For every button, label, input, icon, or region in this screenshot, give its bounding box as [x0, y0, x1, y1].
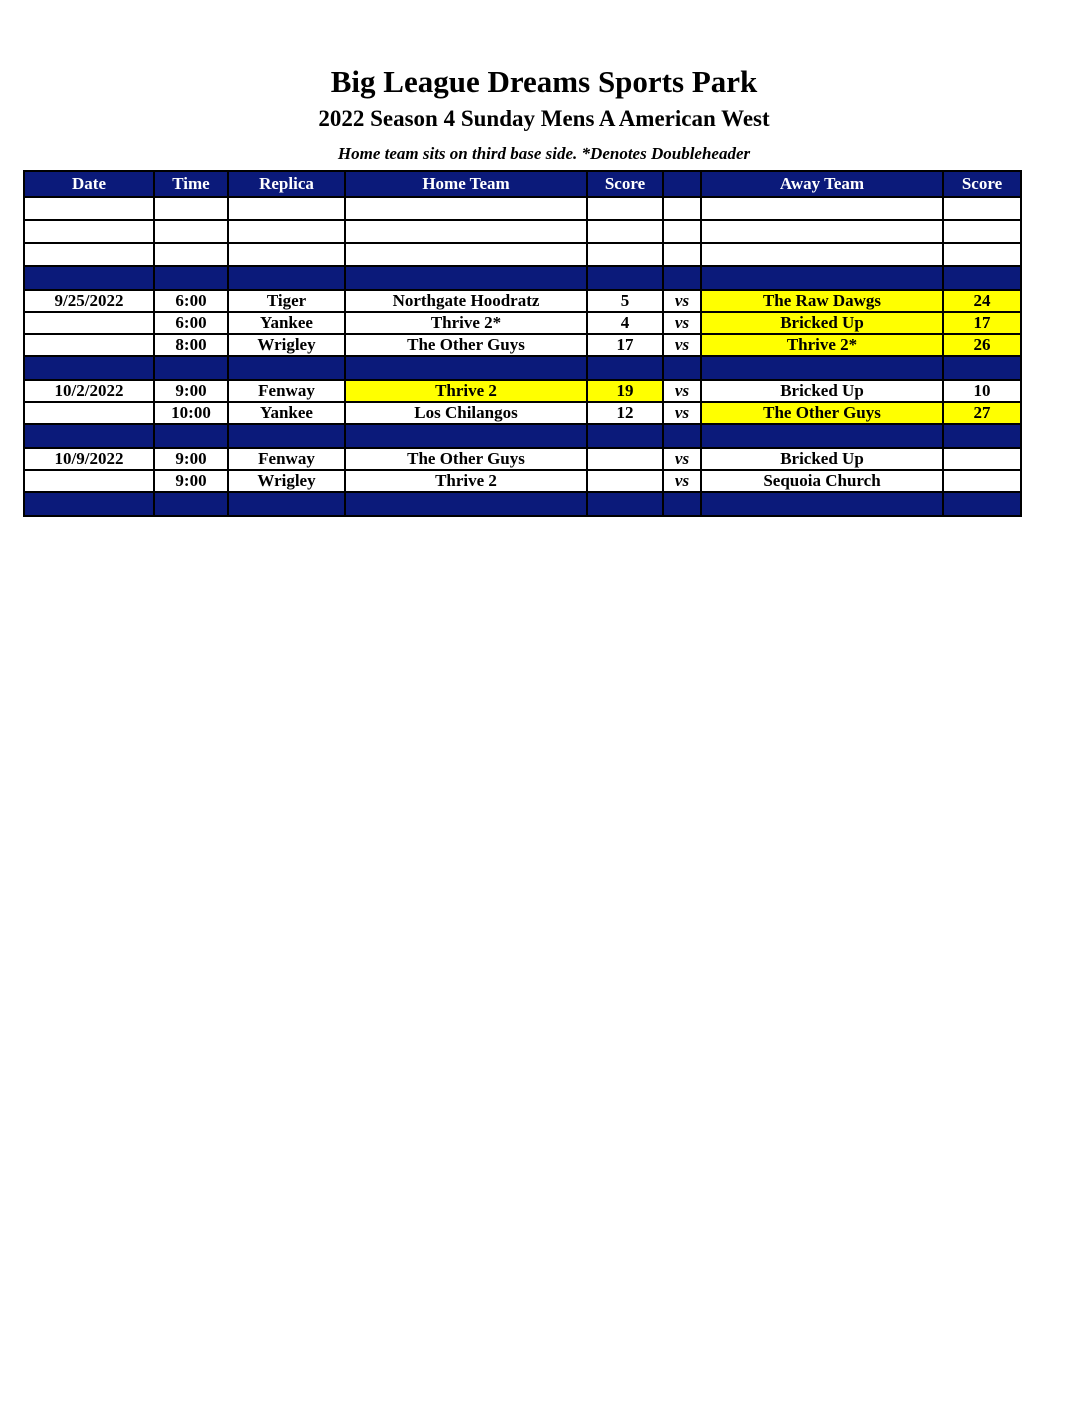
home-score — [587, 448, 663, 470]
home-team: Thrive 2* — [345, 312, 587, 334]
column-header-away-score: Score — [943, 171, 1021, 197]
game-date: 10/9/2022 — [24, 448, 154, 470]
game-field: Wrigley — [228, 470, 345, 492]
column-header-away-team: Away Team — [701, 171, 943, 197]
home-score: 19 — [587, 380, 663, 402]
week-separator-row — [24, 266, 1021, 290]
away-team: Bricked Up — [701, 448, 943, 470]
home-score — [587, 470, 663, 492]
game-row — [24, 380, 1021, 402]
away-team: Sequoia Church — [701, 470, 943, 492]
away-team: Bricked Up — [701, 380, 943, 402]
game-date: 10/2/2022 — [24, 380, 154, 402]
column-header-vs — [663, 171, 701, 197]
game-time: 9:00 — [154, 380, 228, 402]
game-date: 9/25/2022 — [24, 290, 154, 312]
week-separator-row — [24, 424, 1021, 448]
game-field: Fenway — [228, 380, 345, 402]
game-row — [24, 402, 1021, 424]
home-team: Los Chilangos — [345, 402, 587, 424]
vs-label: vs — [663, 380, 701, 402]
game-row — [24, 334, 1021, 356]
game-time: 8:00 — [154, 334, 228, 356]
schedule-table — [23, 170, 1022, 517]
away-team: Thrive 2* — [701, 334, 943, 356]
column-header-row — [24, 171, 1021, 197]
game-time: 10:00 — [154, 402, 228, 424]
home-score: 5 — [587, 290, 663, 312]
vs-label: vs — [663, 312, 701, 334]
away-team: The Other Guys — [701, 402, 943, 424]
game-time: 9:00 — [154, 448, 228, 470]
vs-label: vs — [663, 402, 701, 424]
home-team: Northgate Hoodratz — [345, 290, 587, 312]
game-time: 9:00 — [154, 470, 228, 492]
game-row — [24, 470, 1021, 492]
game-field: Yankee — [228, 312, 345, 334]
game-date — [24, 312, 154, 334]
game-date — [24, 334, 154, 356]
page-subtitle: 2022 Season 4 Sunday Mens A American West — [318, 106, 770, 131]
home-team: The Other Guys — [345, 448, 587, 470]
away-score: 10 — [943, 380, 1021, 402]
home-score: 12 — [587, 402, 663, 424]
vs-label: vs — [663, 470, 701, 492]
game-field: Fenway — [228, 448, 345, 470]
home-team: Thrive 2 — [345, 380, 587, 402]
game-row — [24, 290, 1021, 312]
home-score: 4 — [587, 312, 663, 334]
away-score: 26 — [943, 334, 1021, 356]
away-score — [943, 470, 1021, 492]
blank-row — [24, 197, 1021, 220]
column-header-replica: Replica — [228, 171, 345, 197]
away-team: Bricked Up — [701, 312, 943, 334]
game-row — [24, 312, 1021, 334]
home-score: 17 — [587, 334, 663, 356]
away-score: 27 — [943, 402, 1021, 424]
home-team: Thrive 2 — [345, 470, 587, 492]
vs-label: vs — [663, 334, 701, 356]
game-time: 6:00 — [154, 312, 228, 334]
away-score: 24 — [943, 290, 1021, 312]
page-title: Big League Dreams Sports Park — [330, 64, 758, 99]
week-separator-row — [24, 492, 1021, 516]
game-date — [24, 402, 154, 424]
column-header-date: Date — [24, 171, 154, 197]
column-header-home-score: Score — [587, 171, 663, 197]
column-header-time: Time — [154, 171, 228, 197]
blank-row — [24, 243, 1021, 266]
game-time: 6:00 — [154, 290, 228, 312]
vs-label: vs — [663, 290, 701, 312]
game-field: Tiger — [228, 290, 345, 312]
column-header-home-team: Home Team — [345, 171, 587, 197]
game-row — [24, 448, 1021, 470]
game-field: Wrigley — [228, 334, 345, 356]
home-team: The Other Guys — [345, 334, 587, 356]
game-field: Yankee — [228, 402, 345, 424]
away-score — [943, 448, 1021, 470]
schedule-body — [24, 197, 1021, 516]
week-separator-row — [24, 356, 1021, 380]
schedule-note: Home team sits on third base side. *Denotes Doubleheader — [337, 144, 751, 163]
game-date — [24, 470, 154, 492]
vs-label: vs — [663, 448, 701, 470]
away-team: The Raw Dawgs — [701, 290, 943, 312]
away-score: 17 — [943, 312, 1021, 334]
blank-row — [24, 220, 1021, 243]
